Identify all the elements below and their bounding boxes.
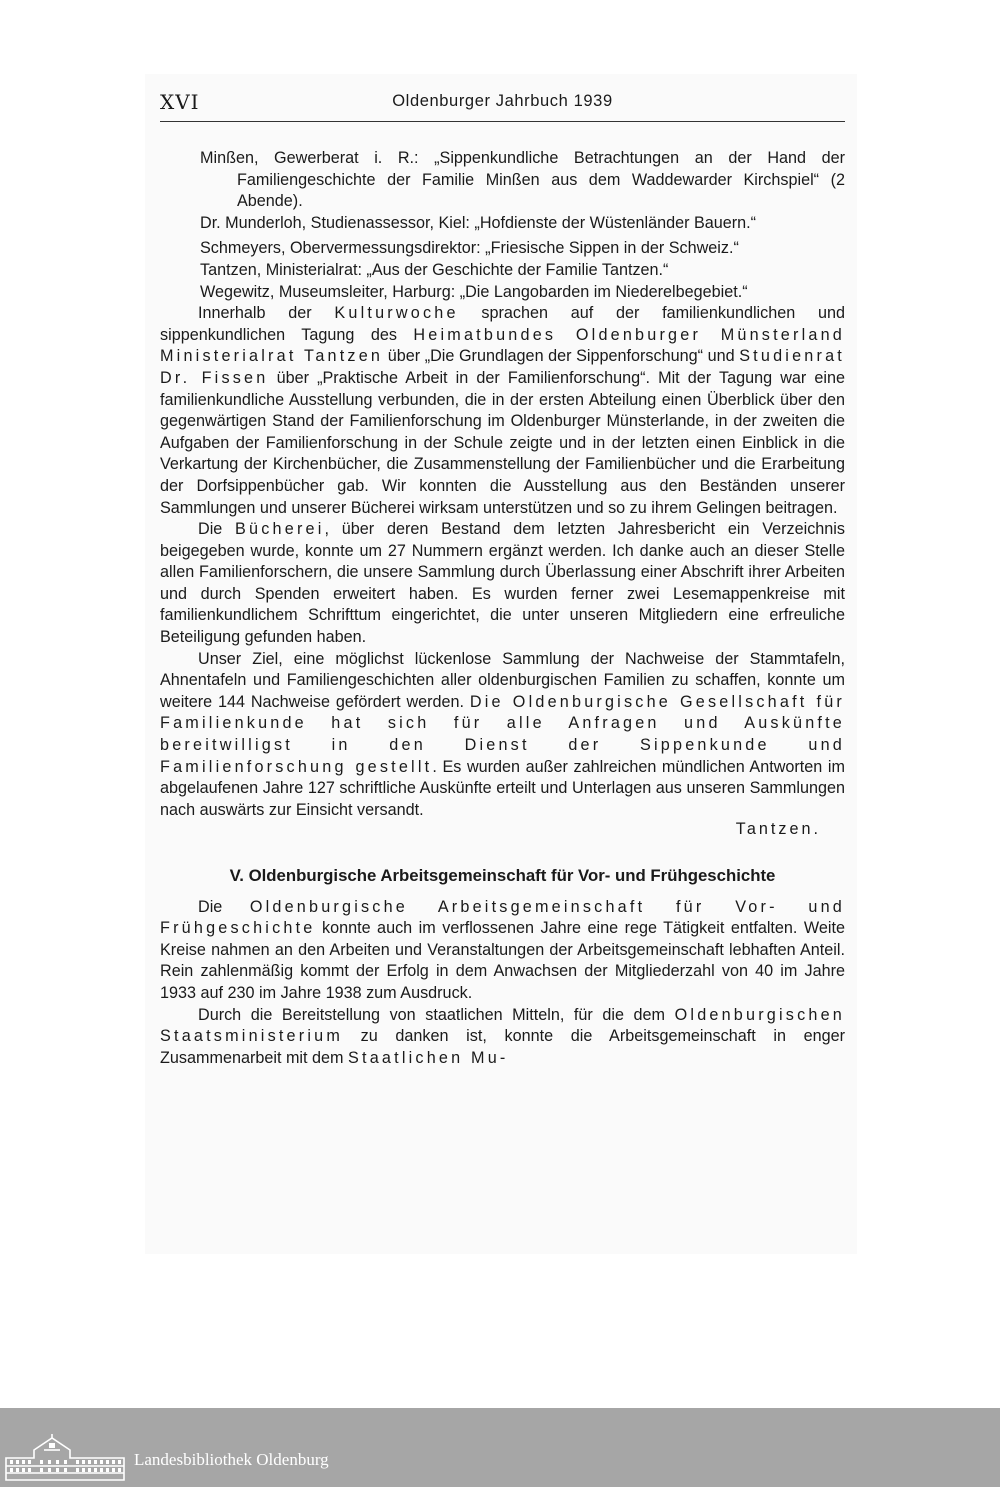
spaced-term: Staatlichen Mu-	[348, 1048, 509, 1067]
spaced-term: Die Oldenburgische Gesellschaft für Familienkunde hat sich für alle Anfragen und Auskünfte bereitwilligst in den Dienst der Sippenkunde und Familienforschung gestellt	[160, 692, 845, 776]
lecture-entry: Tantzen, Ministerialrat: „Aus der Geschichte der Familie Tantzen.“	[200, 260, 669, 279]
paragraph-ziel: Unser Ziel, eine möglichst lückenlose Sammlung der Nachweise der Stammtafeln, Ahnentafeln und Familiengeschichten aller oldenburgischen Familien zu schaffen, konnte um weitere 144 Nachweise gefördert werden. Die Oldenburgische Gesellschaft für Familienkunde hat sich für alle Anfragen und Auskünfte bereitwilligst in den Dienst der Sippenkunde und Familienforschung gestellt. Es wurden außer zahlreichen mündlichen Antworten im abgelaufenen Jahre 127 schriftliche Auskünfte erteilt und Unterlagen aus unseren Sammlungen nach auswärts zur Einsicht versandt.	[160, 649, 845, 819]
paragraph-buecherei: Die Bücherei, über deren Bestand dem letzten Jahresbericht ein Verzeichnis beigegeben wurde, konnte um 27 Nummern ergänzt werden. Ich danke auch an dieser Stelle allen Familienforschern, die unsere Sammlung durch Überlassung einer Abschrift ihrer Arbeiten und durch Spenden erweitert haben. Es wurden ferner zwei Lesemappenkreise mit familienkundlichem Schrifttum eingerichtet, die unter unseren Mitgliedern eine erfreuliche Beteiligung gefunden haben.	[160, 520, 845, 647]
page-body	[160, 148, 845, 1069]
lecture-entry: Schmeyers, Obervermessungsdirektor: „Friesische Sippen in der Schweiz.“	[200, 239, 739, 258]
library-name: Landesbibliothek Oldenburg	[134, 1450, 329, 1469]
paragraph-kulturwoche: Innerhalb der Kulturwoche sprachen auf der familienkundlichen und sippenkundlichen Tagung des Heimatbundes Oldenburger Münsterland Ministerialrat Tantzen über „Die Grundlagen der Sippenforschung“ und Studienrat Dr. Fissen über „Praktische Arbeit in der Familienforschung“. Mit der Tagung war eine familienkundliche Ausstellung verbunden, die in der ersten Abteilung einen Überblick über den gegenwärtigen Stand der Familienforschung im Oldenburger Münsterlande, in der zweiten die Aufgaben der Familienforschung in der Schule zeigte und in der letzten einen Einblick in die Verkartung der Kirchenbücher, die Zusammenstellung der Familienbücher und die Erarbeitung der Dorfsippenbücher gab. Wir konnten die Ausstellung aus den Beständen unserer Sammlungen und unserer Bücherei wirksam unterstützen und so zu ihrem Gelingen beitragen.	[160, 304, 845, 517]
footer-banner	[0, 1408, 1000, 1487]
lecture-entry: Dr. Munderloh, Studienassessor, Kiel: „Hofdienste der Wüstenländer Bauern.“	[200, 213, 757, 232]
spaced-term: Bücherei	[235, 520, 325, 539]
header-rule	[160, 121, 845, 122]
paragraph-arbeitsgemeinschaft: Die Oldenburgische Arbeitsgemeinschaft für Vor- und Frühgeschichte konnte auch im verflossenen Jahre eine rege Tätigkeit entfalten. Weite Kreise nahmen an den Arbeiten und Veranstaltungen der Arbeitsgemeinschaft lebhaften Anteil. Rein zahlenmäßig kommt der Erfolg in dem Anwachsen der Mitgliederzahl von 40 im Jahre 1933 auf 230 im Jahre 1938 zum Ausdruck.	[160, 897, 845, 1002]
author-signature: Tantzen.	[735, 820, 821, 839]
running-title: Oldenburger Jahrbuch 1939	[392, 92, 613, 110]
spaced-term: Heimatbundes Oldenburger Münsterland Ministerialrat Tantzen	[160, 325, 845, 366]
page-header	[160, 90, 845, 120]
lecture-list	[160, 148, 845, 303]
section-heading: V. Oldenburgische Arbeitsgemeinschaft für Vor- und Frühgeschichte	[229, 866, 776, 885]
page-number: XVI	[160, 90, 200, 114]
spaced-term: Kulturwoche	[334, 304, 459, 323]
lecture-entry: Minßen, Gewerberat i. R.: „Sippenkundliche Betrachtungen an der Hand der Familiengeschichte der Familie Minßen aus dem Waddewarder Kirchspiel“ (2 Abende).	[200, 149, 845, 211]
library-building-icon	[4, 1432, 126, 1482]
paragraph-staatsmittel: Durch die Bereitstellung von staatlichen Mitteln, für die dem Oldenburgischen Staatsministerium zu danken ist, konnte die Arbeitsgemeinschaft in enger Zusammenarbeit mit dem Staatlichen Mu-	[160, 1005, 845, 1067]
spaced-term: Studienrat Dr. Fissen	[160, 347, 845, 387]
lecture-entry: Wegewitz, Museumsleiter, Harburg: „Die Langobarden im Niederelbegebiet.“	[200, 282, 748, 301]
spaced-term: Oldenburgischen Staatsministerium	[160, 1005, 845, 1046]
spaced-term: Oldenburgische Arbeitsgemeinschaft für Vor- und Frühgeschichte	[160, 897, 845, 938]
